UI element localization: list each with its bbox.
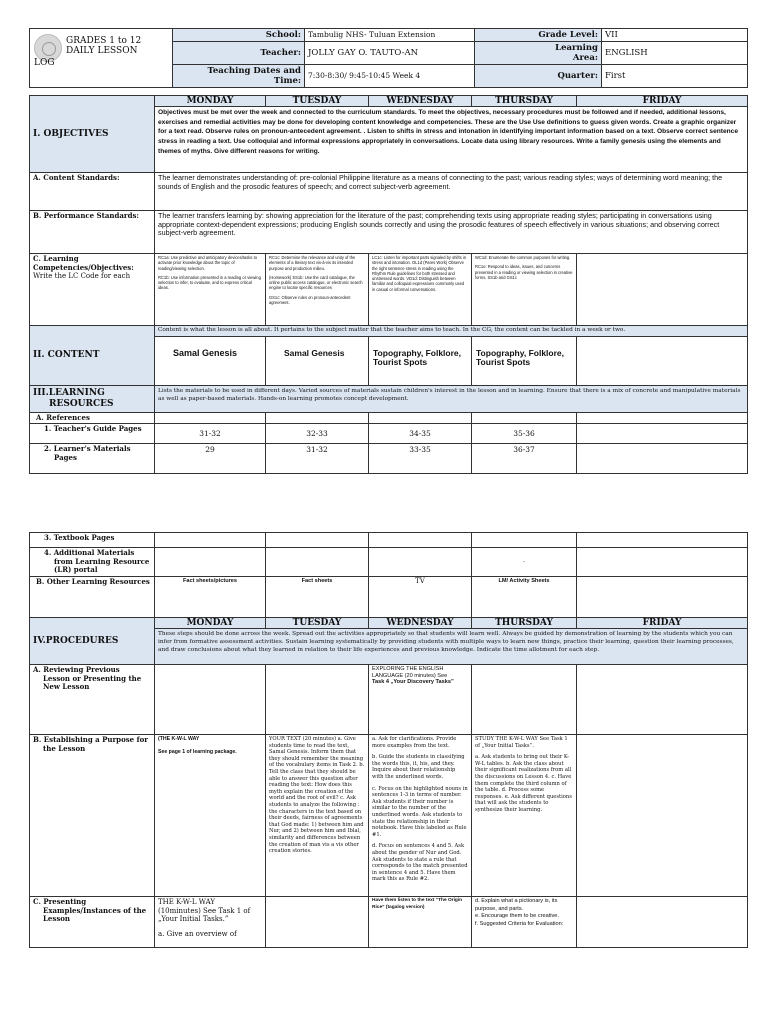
procedures-heading: IV.PROCEDURES: [30, 618, 155, 665]
proc-a-wed-line-1: EXPLORING THE ENGLISH: [372, 666, 444, 672]
lesson-table-1: [29, 95, 748, 474]
proc-b-wednesday: [369, 735, 472, 897]
proc-b-thu-item: a. Ask students to bring out their K-W-L tables. b. Ask the class about their significant realizations from all the discussions on Lesson 4. c. Have them complete the third column of the table. d. Process some responses. e. Ask different questions that will ask the students to synthesize their learning.: [475, 754, 572, 813]
other-tuesday: Fact sheets: [266, 577, 369, 618]
content-tuesday: Samal Genesis: [266, 336, 369, 385]
title-line-2: DAILY LESSON: [66, 46, 138, 56]
additional-label-3: (LR) portal: [54, 565, 98, 574]
proc-c-thursday: [472, 897, 577, 948]
other-friday: [577, 577, 748, 618]
lm-wednesday: 33-35: [369, 444, 472, 474]
proc-b-wed-item: c. Focus on the highlighted nouns in sentences 1-3 in terms of number. Ask students if their number is similar to the number of the underlined words. Ask students to state the relationship in their notebook. Have this labeled as Rule #1.: [372, 785, 468, 838]
proc-c-mon-line-3: „Your Initial Tasks.”: [158, 915, 229, 923]
proc-c-label-1: C. Presenting: [33, 897, 87, 906]
competencies-wednesday: [369, 254, 472, 326]
competency-item: RC1a: Use predictive and anticipatory devices/tasks to activate prior knowledge about the topic of reading/viewing selection.: [158, 255, 257, 271]
competency-item: RC1b: Use information presented in a reading or viewing selection to infer, to evaluate, and to express critical ideas.: [158, 274, 261, 291]
proc-b-wed-item: b. Guide the students in classifying the words this, it, his, and they. Inquire about their relationship with the underlined words.: [372, 754, 465, 780]
additional-friday: [577, 548, 748, 577]
lesson-table-2: [29, 532, 748, 948]
resources-heading-2: RESOURCES: [49, 398, 114, 409]
additional-wednesday: [369, 548, 472, 577]
proc-c-thu-item: e. Encourage them to be creative.: [475, 913, 559, 920]
resources-note: Lists the materials to be used in different days. Varied sources of materials sustain children's interest in the lesson and in learning. Ensure that there is a mix of concrete and manipulative materials as well as paper-based materials. Hands-on learning promotes concept development.: [155, 385, 748, 412]
content-wednesday: Topography, Folklore, Tourist Spots: [369, 336, 472, 385]
dates-label-1: Teaching Dates and: [207, 66, 301, 76]
quarter-value: First: [602, 65, 748, 88]
proc-c-label-3: Lesson: [43, 914, 71, 923]
proc-c-label: [30, 897, 155, 948]
day-wednesday-2: WEDNESDAY: [369, 618, 472, 629]
competencies-label: [30, 254, 155, 326]
performance-standards-text: The learner transfers learning by: showing appreciation for the literature of the past; comprehending texts using appropriate reading styles; participating in conversations using appropriate context-dependent expressions; producing English sounds correctly and using the prosodic features of speech effectively in various situations; and observing correct subject-verb agreement.: [155, 211, 748, 254]
proc-b-wed-item: d. Focus on sentences 4 and 5. Ask about the gender of Nur and God. Ask students to state a rule that corresponds to the match presented in sentence 4 and 5. Have them mark this as Rule #2.: [372, 843, 468, 883]
additional-tuesday: [266, 548, 369, 577]
header-logo-cell: [30, 29, 173, 88]
header-info-table: [29, 28, 748, 88]
proc-b-label-2: the Lesson: [43, 743, 86, 753]
proc-c-wed-line-1: Have them listen to the text “The Origin: [372, 898, 463, 903]
day-tuesday: TUESDAY: [266, 96, 369, 107]
proc-b-mon-line-1: (THE K-W-L WAY: [158, 736, 200, 742]
day-thursday-2: THURSDAY: [472, 618, 577, 629]
proc-a-wed-line-2: LANGUAGE (20 minutes) See: [372, 672, 448, 679]
proc-a-wed-line-3: Task 4 „Your Discovery Tasks”: [372, 679, 454, 686]
competencies-friday: [577, 254, 748, 326]
tg-tuesday: 32-33: [266, 424, 369, 444]
proc-a-wednesday: [369, 665, 472, 735]
references-label: A. References: [30, 412, 155, 424]
competency-item: (Homework) SS1b: Use the card catalogue, the online public access catalogue, or electronic search engine to locate specific resources: [269, 274, 363, 291]
proc-c-wednesday: [369, 897, 472, 948]
proc-b-wed-item: a. Ask for clarifications. Provide more examples from the text.: [372, 736, 457, 749]
performance-standards-label: B. Performance Standards:: [30, 211, 155, 254]
empty-cell: [577, 412, 748, 424]
additional-label-2: from Learning Resource: [54, 556, 150, 566]
day-tuesday-2: TUESDAY: [266, 618, 369, 629]
proc-c-mon-line-2: (10minutes) See Task 1 of: [158, 906, 251, 915]
empty-cell: [577, 897, 748, 948]
competency-item: WC1d: Enumerate the common purposes for writing.: [475, 255, 571, 260]
lm-label-1: 2. Learner's Materials: [44, 444, 131, 454]
proc-b-tuesday: YOUR TEXT (20 minutes) a. Give students time to read the text, Samal Genesis. Inform them that they should remember the meaning of the vocabulary items in Task 2. b. Tell the class that they should be able to answer this question after reading the text: How does this myth explain the creation of the world and the root of evil? c. Ask students to analyze the following : the characters in the text based on their deeds, fairness of agreements that God made: 1) between him and Nur, and 2) between him and Iblal, similarity and differences between the creation of man vis a vis other creation stories.: [266, 735, 369, 897]
proc-c-mon-line-4: a. Give an overview of: [158, 929, 237, 938]
day-monday-2: MONDAY: [155, 618, 266, 629]
proc-c-wed-line-2: Rice” (tagalog version): [372, 904, 425, 910]
competencies-monday: [155, 254, 266, 326]
competencies-label-3: Write the LC Code for each: [33, 272, 131, 280]
school-label: School:: [173, 29, 305, 42]
resources-heading-1: III.LEARNING: [33, 387, 105, 398]
proc-c-label-2: Examples/Instances of the: [43, 905, 147, 915]
empty-cell: [472, 412, 577, 424]
lm-tuesday: 31-32: [266, 444, 369, 474]
tg-thursday: 35-36: [472, 424, 577, 444]
tg-wednesday: 34-35: [369, 424, 472, 444]
content-monday: Samal Genesis: [155, 336, 266, 385]
proc-b-monday: [155, 735, 266, 897]
dates-label-2: Time:: [273, 76, 301, 86]
competencies-thursday: [472, 254, 577, 326]
day-wednesday: WEDNESDAY: [369, 96, 472, 107]
empty-cell: [369, 412, 472, 424]
lm-friday: [577, 444, 748, 474]
procedures-note: These steps should be done across the week. Spread out the activities appropriately so that students will learn well. Always be guided by demonstration of learning by the students which you can infer from formative assessment activities. Sustain learning systematically by providing students with multiple ways to learn new things, practice their learning, question their learning processes, and draw conclusions about what they learned in relation to their life experiences and previous knowledge. Indicate the time allotment for each step.: [155, 629, 748, 665]
competency-item: LC1c: Listen for important parts signaled by shifts in stress and intonation. OL1d (Pares Work) Observe the right sentence stress in reading using the Rhythm Rule guidelines for both stressed and unstressed words. VD1d: Distinguish between familiar and colloquial expressions commonly used in casual or informal conversations.: [372, 255, 466, 292]
proc-b-thu-item: STUDY THE K-W-L WAY See Task 1 of „Your Initial Tasks”.: [475, 736, 568, 749]
proc-c-thu-item: f. Suggested Criteria for Evaluation:: [475, 920, 564, 927]
dates-label: [173, 65, 305, 88]
day-friday: FRIDAY: [577, 96, 748, 107]
proc-a-label: [30, 665, 155, 735]
objectives-heading: I. OBJECTIVES: [30, 96, 155, 173]
additional-label-1: 4. Additional Materials: [44, 548, 135, 557]
empty-cell: [472, 665, 577, 735]
proc-b-mon-line-2: See page 1 of learning package.: [158, 748, 237, 755]
day-friday-2: FRIDAY: [577, 618, 748, 629]
lm-thursday: 36-37: [472, 444, 577, 474]
learning-area-label-1: Learning: [555, 43, 598, 53]
empty-cell: [577, 533, 748, 548]
additional-monday: [155, 548, 266, 577]
learning-area-value: ENGLISH: [602, 42, 748, 65]
competency-item: RC1c: Determine the relevance and unity of the elements of a literary text vis-à-vis its intended purpose and production milieu.: [269, 255, 356, 271]
other-monday: Fact sheets/pictures: [155, 577, 266, 618]
competency-item: RC1e: Respond to ideas, issues, and concerns presented in a reading or viewing selection in creative forms. SS1b and GS1c: [475, 264, 573, 280]
objectives-text: Objectives must be met over the week and connected to the curriculum standards. To meet the objectives, necessary procedures must be followed and if needed, additional lessons, exercises and remedial activities may be done for developing content knowledge and competencies. These are the Use Use definitions to guess given words. Create a graphic organizer for a text read. Observe rules on pronoun-antecedent agreement. . Listen to shifts in stress and intonation in identifying important information based on a text. Observe correct sentence stress in reading a text. Use colloquial and informal expressions appropriately in conversations. Locate data using library resources. Write a family genesis using the elements and themes of myths. Give different reasons for writing.: [155, 107, 748, 173]
other-resources-label: B. Other Learning Resources: [30, 577, 155, 618]
proc-c-monday: [155, 897, 266, 948]
resources-heading: [30, 385, 155, 412]
proc-c-thu-item: d. Explain what a pictionary is, its purpose, and parts.: [475, 898, 558, 912]
content-standards-text: The learner demonstrates understanding of: pre-colonial Philippine literature as a means of connecting to the past; various reading styles; ways of determining word meaning; the sounds of English and the prosodic features of speech; and correct subject-verb agreement.: [155, 173, 748, 211]
textbook-label: 3. Textbook Pages: [30, 533, 155, 548]
teacher-label: Teacher:: [173, 42, 305, 65]
empty-cell: [266, 412, 369, 424]
quarter-label: Quarter:: [475, 65, 602, 88]
content-note: Content is what the lesson is all about. It pertains to the subject matter that the teacher aims to teach. In the CG, the content can be tackled in a week or two.: [155, 326, 748, 337]
content-standards-label: A. Content Standards:: [30, 173, 155, 211]
title-line-3: LOG: [34, 58, 55, 68]
proc-c-mon-line-1: THE K-W-L WAY: [158, 898, 215, 906]
additional-label: [30, 548, 155, 577]
proc-b-thursday: [472, 735, 577, 897]
proc-b-label: [30, 735, 155, 897]
day-thursday: THURSDAY: [472, 96, 577, 107]
empty-cell: [266, 897, 369, 948]
empty-cell: [577, 665, 748, 735]
competencies-tuesday: [266, 254, 369, 326]
competency-item: GS1c: Observe rules on pronoun-antecedent agreement.: [269, 294, 351, 306]
competencies-label-2: Competencies/Objectives:: [33, 262, 134, 272]
tg-friday: [577, 424, 748, 444]
competencies-label-1: C. Learning: [33, 254, 79, 263]
empty-cell: [369, 533, 472, 548]
lm-monday: 29: [155, 444, 266, 474]
grade-level-value: VII: [602, 29, 748, 42]
empty-cell: [155, 665, 266, 735]
proc-b-label-1: B. Establishing a Purpose for: [33, 735, 148, 744]
learning-area-label-2: Area:: [572, 53, 598, 63]
additional-thursday: -: [472, 548, 577, 577]
content-heading: II. CONTENT: [30, 326, 155, 386]
empty-cell: [266, 665, 369, 735]
content-thursday: Topography, Folklore, Tourist Spots: [472, 336, 577, 385]
dates-value: 7:30-8:30/ 9:45-10:45 Week 4: [305, 65, 475, 88]
proc-a-label-2: Lesson or Presenting the: [43, 673, 142, 683]
proc-a-label-1: A. Reviewing Previous: [33, 665, 120, 674]
grade-level-label: Grade Level:: [475, 29, 602, 42]
empty-cell: [155, 412, 266, 424]
day-monday: MONDAY: [155, 96, 266, 107]
school-value: Tambulig NHS- Tuluan Extension: [305, 29, 475, 42]
title-line-1: GRADES 1 to 12: [66, 36, 142, 46]
learning-area-label: [475, 42, 602, 65]
lm-label-2: Pages: [54, 452, 77, 462]
empty-cell: [266, 533, 369, 548]
tg-monday: 31-32: [155, 424, 266, 444]
content-friday: [577, 336, 748, 385]
lm-label: [30, 444, 155, 474]
proc-a-label-3: New Lesson: [43, 682, 90, 691]
empty-cell: [577, 735, 748, 897]
other-thursday: LM/ Activity Sheets: [472, 577, 577, 618]
other-wednesday: TV: [369, 577, 472, 618]
empty-cell: [472, 533, 577, 548]
tg-label: 1. Teacher's Guide Pages: [30, 424, 155, 444]
empty-cell: [155, 533, 266, 548]
teacher-value: JOLLY GAY O. TAUTO-AN: [305, 42, 475, 65]
